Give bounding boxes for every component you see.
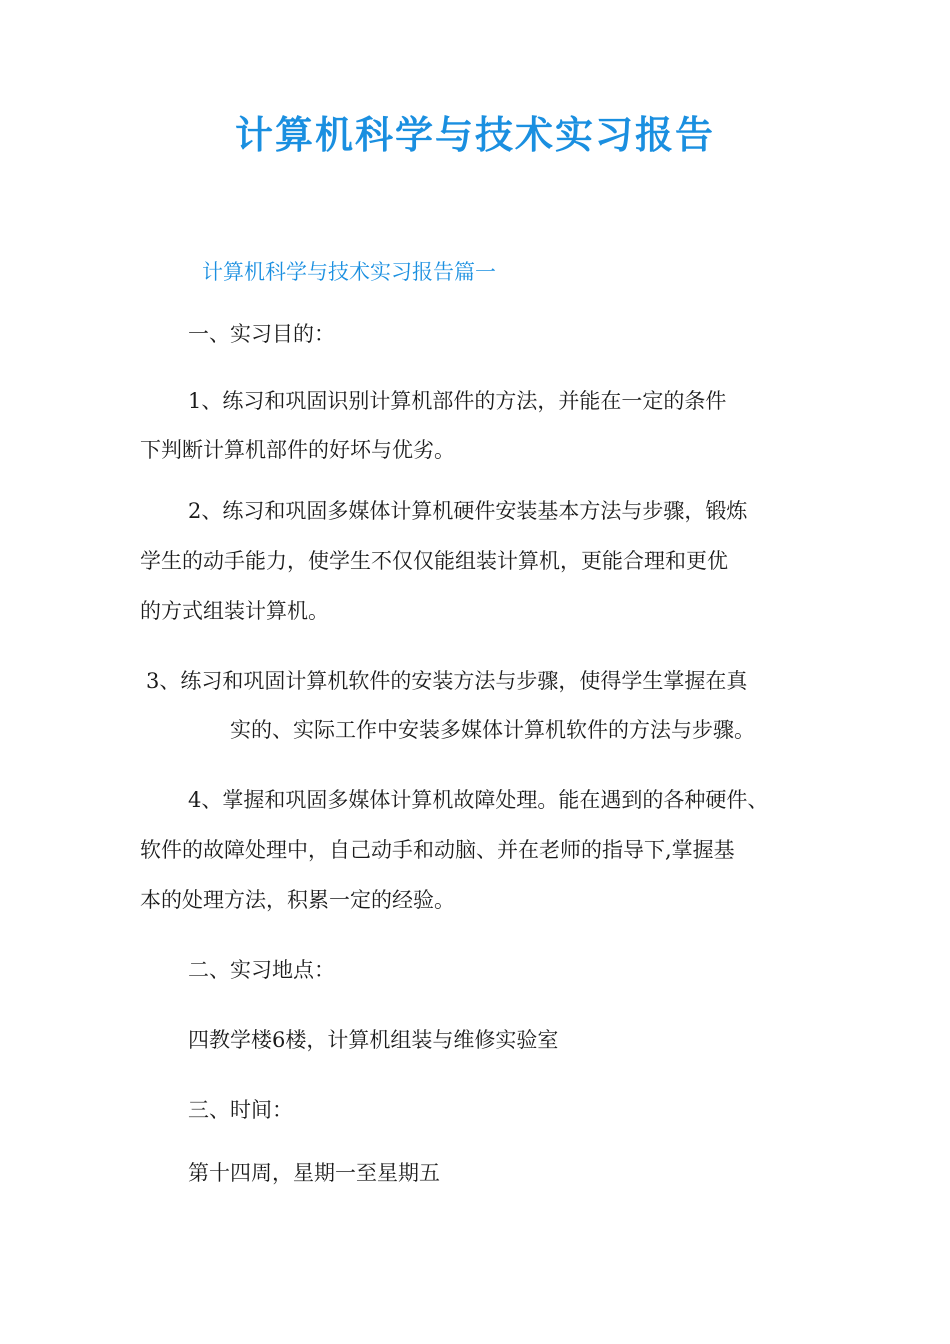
section-heading-location: 二、实习地点：: [188, 958, 335, 982]
item4-line3: 本的处理方法，积累一定的经验。: [140, 888, 455, 912]
item4-line1: 4、掌握和巩固多媒体计算机故障处理。能在遇到的各种硬件、: [188, 788, 769, 812]
item2-line3: 的方式组装计算机。: [140, 599, 329, 623]
location-text: 四教学楼6楼，计算机组装与维修实验室: [188, 1028, 559, 1052]
item4-line2: 软件的故障处理中，自己动手和动脑、并在老师的指导下,掌握基: [140, 838, 735, 862]
item3-line1: 3、练习和巩固计算机软件的安装方法与步骤，使得学生掌握在真: [146, 669, 748, 693]
time-text: 第十四周，星期一至星期五: [188, 1161, 440, 1185]
section-heading-purpose: 一、实习目的：: [188, 322, 335, 346]
item2-line1: 2、练习和巩固多媒体计算机硬件安装基本方法与步骤，锻炼: [188, 499, 748, 523]
item1-line1: 1、练习和巩固识别计算机部件的方法，并能在一定的条件: [188, 389, 727, 413]
section-heading-time: 三、时间：: [188, 1098, 293, 1122]
item1-line2: 下判断计算机部件的好坏与优劣。: [140, 438, 455, 462]
item2-line2: 学生的动手能力，使学生不仅仅能组装计算机，更能合理和更优: [140, 549, 728, 573]
document-title: 计算机科学与技术实习报告: [234, 113, 715, 157]
document-subtitle: 计算机科学与技术实习报告篇一: [202, 260, 496, 284]
item3-line2: 实的、实际工作中安装多媒体计算机软件的方法与步骤。: [230, 718, 755, 742]
